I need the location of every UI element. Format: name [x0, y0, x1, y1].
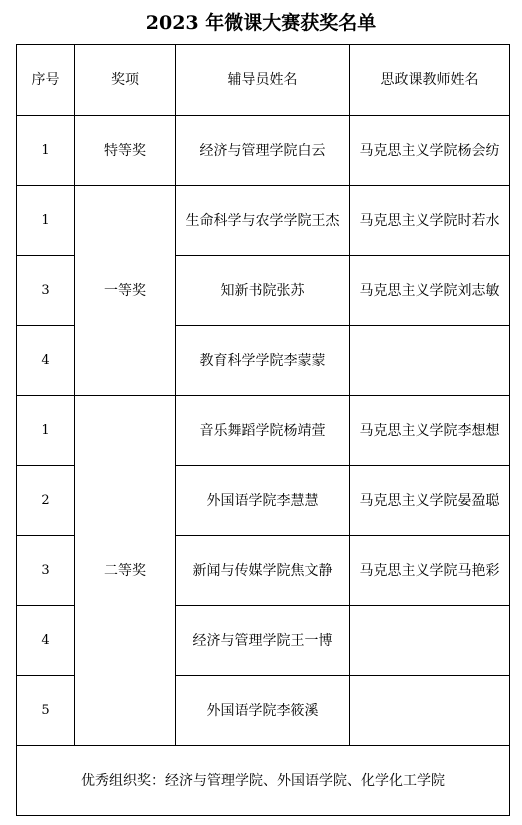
- footer-row: [17, 746, 510, 816]
- header-counselor: 辅导员姓名: [176, 45, 350, 116]
- teacher-cell: 马克思主义学院时若水: [350, 186, 510, 256]
- organization-award-cell: 优秀组织奖：经济与管理学院、外国语学院、化学化工学院: [17, 746, 510, 816]
- counselor-cell: 新闻与传媒学院焦文静: [176, 536, 350, 606]
- counselor-cell: 知新书院张苏: [176, 256, 350, 326]
- awards-table: [16, 44, 510, 816]
- table-header-row: [17, 45, 510, 116]
- teacher-cell: [350, 606, 510, 676]
- seq-cell: 5: [17, 676, 75, 746]
- teacher-cell: 马克思主义学院杨会纺: [350, 116, 510, 186]
- seq-cell: 1: [17, 186, 75, 256]
- table-row: [17, 186, 510, 256]
- seq-cell: 1: [17, 116, 75, 186]
- teacher-cell: 马克思主义学院李想想: [350, 396, 510, 466]
- header-award: 奖项: [75, 45, 176, 116]
- counselor-cell: 生命科学与农学学院王杰: [176, 186, 350, 256]
- seq-cell: 1: [17, 396, 75, 466]
- seq-cell: 4: [17, 606, 75, 676]
- award-cell: 一等奖: [75, 186, 176, 396]
- award-cell: 特等奖: [75, 116, 176, 186]
- seq-cell: 3: [17, 536, 75, 606]
- seq-cell: 3: [17, 256, 75, 326]
- seq-cell: 2: [17, 466, 75, 536]
- counselor-cell: 经济与管理学院王一博: [176, 606, 350, 676]
- teacher-cell: [350, 326, 510, 396]
- teacher-cell: 马克思主义学院晏盈聪: [350, 466, 510, 536]
- header-seq: 序号: [17, 45, 75, 116]
- teacher-cell: [350, 676, 510, 746]
- page-title: 2023 年微课大赛获奖名单: [145, 12, 377, 34]
- table-row: [17, 116, 510, 186]
- counselor-cell: 外国语学院李筱溪: [176, 676, 350, 746]
- seq-cell: 4: [17, 326, 75, 396]
- counselor-cell: 外国语学院李慧慧: [176, 466, 350, 536]
- teacher-cell: 马克思主义学院马艳彩: [350, 536, 510, 606]
- counselor-cell: 音乐舞蹈学院杨靖萱: [176, 396, 350, 466]
- teacher-cell: 马克思主义学院刘志敏: [350, 256, 510, 326]
- counselor-cell: 经济与管理学院白云: [176, 116, 350, 186]
- table-row: [17, 396, 510, 466]
- award-cell: 二等奖: [75, 396, 176, 746]
- counselor-cell: 教育科学学院李蒙蒙: [176, 326, 350, 396]
- header-teacher: 思政课教师姓名: [350, 45, 510, 116]
